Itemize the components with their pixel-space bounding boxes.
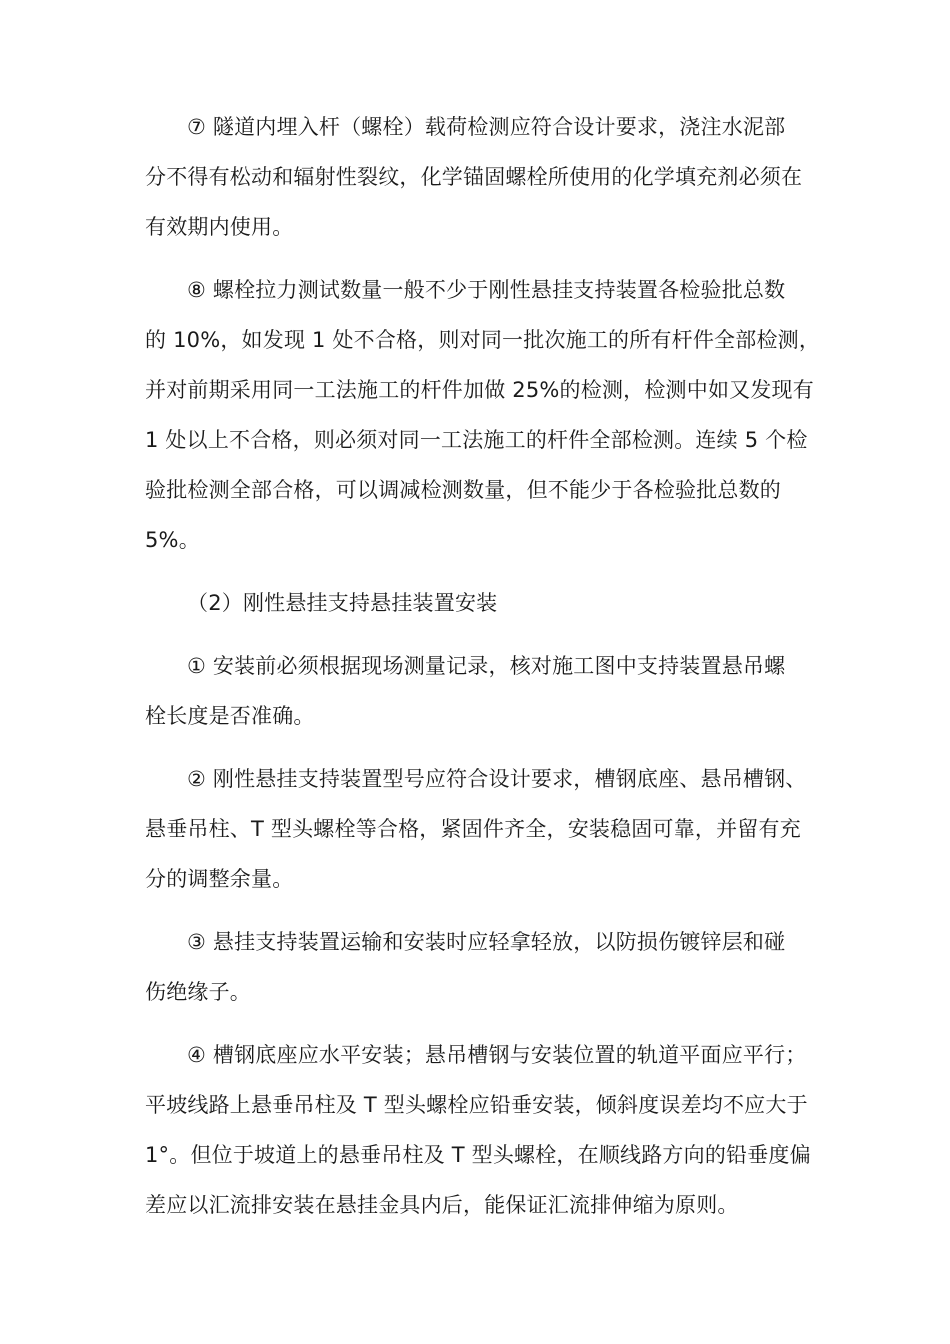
paragraph-8 bbox=[145, 275, 821, 555]
text-line: 验批检测全部合格，可以调减检测数量，但不能少于各检验批总数的 bbox=[145, 478, 781, 502]
text-line: ② 刚性悬挂支持装置型号应符合设计要求，槽钢底座、悬吊槽钢、 bbox=[187, 767, 807, 791]
text-line: 差应以汇流排安装在悬挂金具内后，能保证汇流排伸缩为原则。 bbox=[145, 1193, 739, 1217]
text-line: ③ 悬挂支持装置运输和安装时应轻拿轻放，以防损伤镀锌层和碰 bbox=[187, 930, 786, 954]
text-line: 平坡线路上悬垂吊柱及 T 型头螺栓应铅垂安装，倾斜度误差均不应大于 bbox=[145, 1093, 808, 1117]
text-line: 伤绝缘子。 bbox=[145, 980, 251, 1004]
text-line: ⑦ 隧道内埋入杆（螺栓）载荷检测应符合设计要求，浇注水泥部 bbox=[187, 115, 786, 139]
paragraph-7 bbox=[145, 112, 810, 242]
text-line: 分的调整余量。 bbox=[145, 867, 294, 891]
text-line: 的 10%，如发现 1 处不合格，则对同一批次施工的所有杆件全部检测， bbox=[145, 328, 821, 352]
text-line: 1°。但位于坡道上的悬垂吊柱及 T 型头螺栓，在顺线路方向的铅垂度偏 bbox=[145, 1143, 811, 1167]
text-line: 5%。 bbox=[145, 528, 200, 552]
heading-text: （2）刚性悬挂支持悬挂装置安装 bbox=[187, 591, 498, 615]
text-line: 分不得有松动和辐射性裂纹，化学锚固螺栓所使用的化学填充剂必须在 bbox=[145, 165, 803, 189]
paragraph-2 bbox=[145, 764, 810, 894]
text-line: 有效期内使用。 bbox=[145, 215, 294, 239]
section-heading bbox=[145, 588, 810, 618]
text-line: ④ 槽钢底座应水平安装；悬吊槽钢与安装位置的轨道平面应平行； bbox=[187, 1043, 807, 1067]
text-line: ① 安装前必须根据现场测量记录，核对施工图中支持装置悬吊螺 bbox=[187, 654, 786, 678]
text-line: 栓长度是否准确。 bbox=[145, 704, 315, 728]
text-line: 悬垂吊柱、T 型头螺栓等合格，紧固件齐全，安装稳固可靠，并留有充 bbox=[145, 817, 801, 841]
text-line: ⑧ 螺栓拉力测试数量一般不少于刚性悬挂支持装置各检验批总数 bbox=[187, 278, 786, 302]
paragraph-1 bbox=[145, 651, 810, 731]
document-page bbox=[145, 112, 821, 1253]
paragraph-4 bbox=[145, 1040, 810, 1220]
text-line: 1 处以上不合格，则必须对同一工法施工的杆件全部检测。连续 5 个检 bbox=[145, 428, 808, 452]
text-line: 并对前期采用同一工法施工的杆件加做 25%的检测，检测中如又发现有 bbox=[145, 378, 814, 402]
paragraph-3 bbox=[145, 927, 810, 1007]
